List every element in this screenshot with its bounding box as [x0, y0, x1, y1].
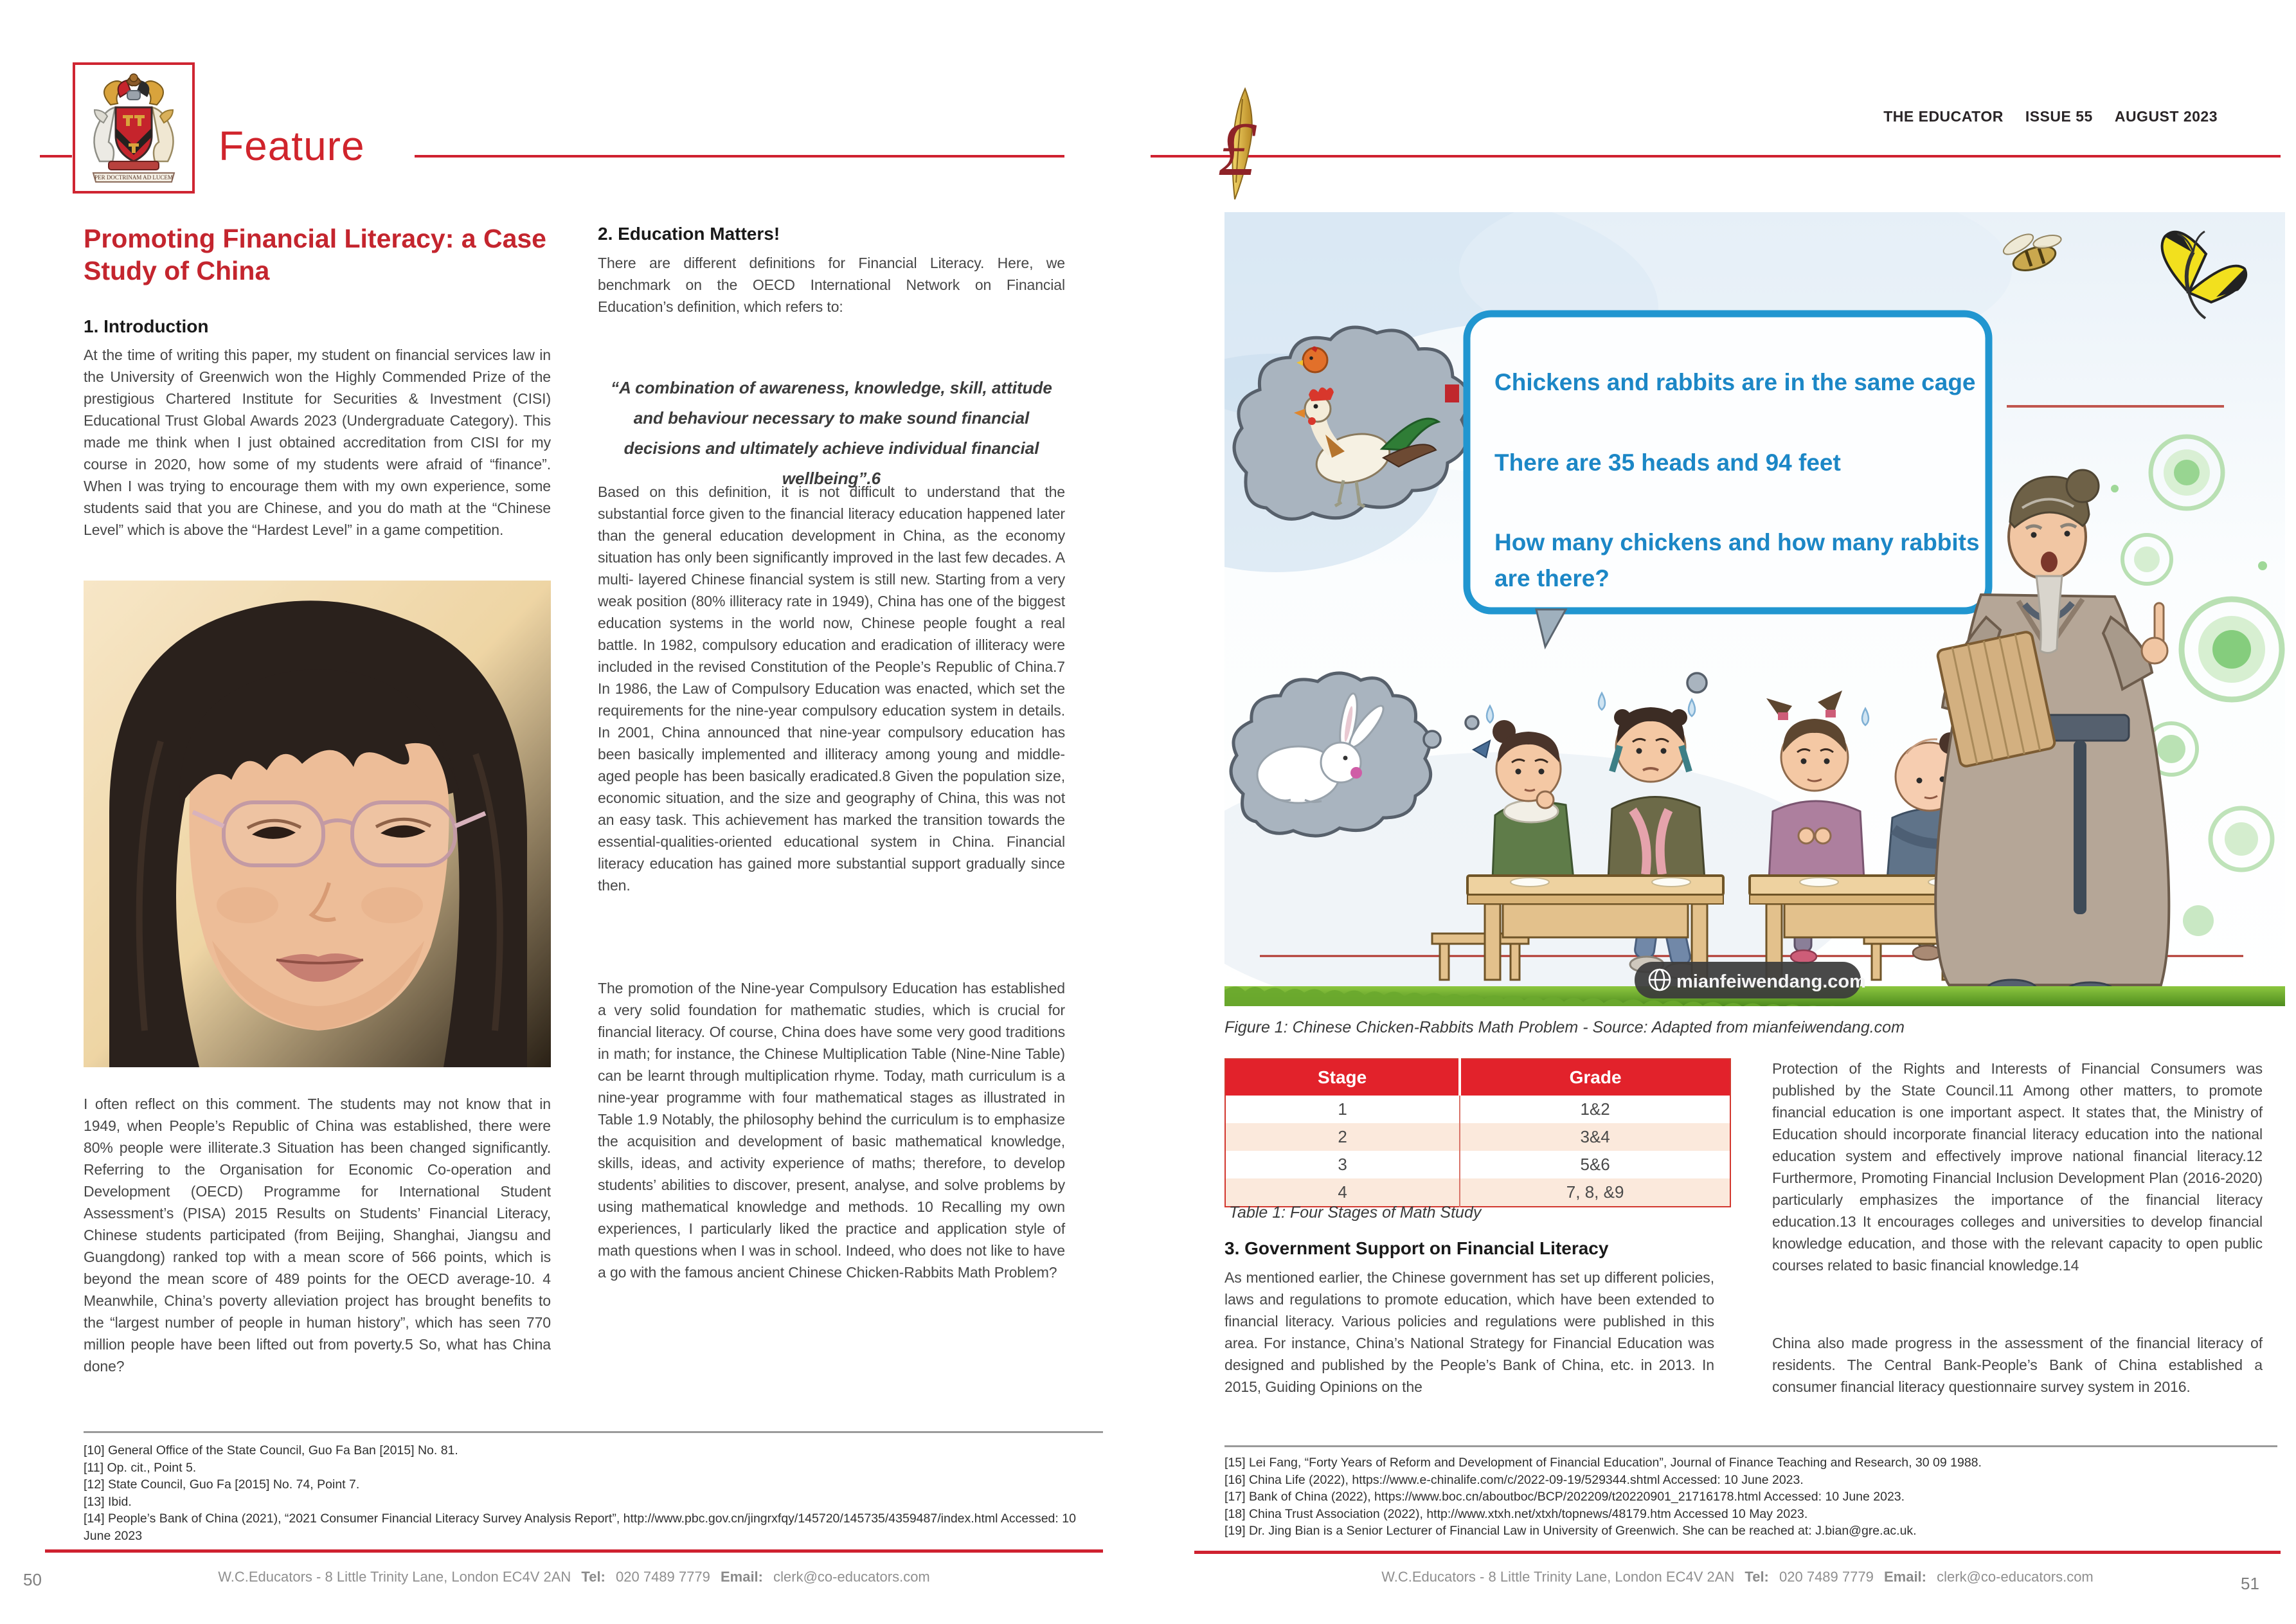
table-cell: 2 — [1225, 1123, 1460, 1151]
watermark-badge — [1635, 962, 1866, 998]
footnotes-right — [1224, 1454, 2274, 1540]
footnote-divider-right — [1224, 1445, 2277, 1447]
footer-tel-label: Tel: — [1744, 1569, 1769, 1585]
footnote-divider-left — [84, 1431, 1103, 1433]
speech-line-1: Chickens and rabbits are in the same cage — [1494, 369, 1976, 395]
issue-number: ISSUE 55 — [2025, 108, 2093, 125]
footer-email: clerk@co-educators.com — [1937, 1569, 2094, 1585]
issue-info — [1575, 108, 2218, 125]
footer-tel: 020 7489 7779 — [1779, 1569, 1874, 1585]
speech-line-2: There are 35 heads and 94 feet — [1494, 449, 1841, 476]
footer-email-label: Email: — [720, 1569, 763, 1585]
table-row — [1225, 1123, 1730, 1151]
footer-rule-left — [45, 1549, 1103, 1553]
table-header-stage: Stage — [1225, 1059, 1460, 1096]
svg-text:£: £ — [1218, 106, 1257, 192]
table-cell: 3 — [1225, 1151, 1460, 1178]
header-rule-left-a — [40, 155, 72, 158]
footer-tel-label: Tel: — [581, 1569, 605, 1585]
feature-label: Feature — [219, 123, 365, 169]
table-caption: Table 1: Four Stages of Math Study — [1229, 1204, 1482, 1222]
table-cell: 7, 8, &9 — [1566, 1182, 1624, 1202]
footer-org: W.C.Educators - 8 Little Trinity Lane, London EC4V 2AN — [218, 1569, 571, 1585]
footnote-item: [13] Ibid. — [84, 1494, 132, 1509]
footer-rule-right — [1194, 1551, 2281, 1554]
issue-date: AUGUST 2023 — [2114, 108, 2218, 125]
table-row — [1225, 1151, 1730, 1178]
publication-name: THE EDUCATOR — [1883, 108, 2004, 125]
table-row — [1225, 1096, 1730, 1123]
pound-quill-icon — [1217, 86, 1266, 202]
math-stages-table-wrap — [1224, 1058, 1731, 1207]
section3-heading: 3. Government Support on Financial Literacy — [1224, 1238, 1609, 1258]
chicken-rabbit-illustration — [1224, 212, 2285, 1006]
footer-left — [45, 1569, 1103, 1585]
coat-of-arms-icon — [75, 65, 192, 191]
footer-org: W.C.Educators - 8 Little Trinity Lane, London EC4V 2AN — [1381, 1569, 1735, 1585]
crest-motto: PER DOCTRINAM AD LUCEM — [94, 174, 173, 181]
footnotes-left — [84, 1442, 1099, 1544]
table-row — [1225, 1178, 1730, 1207]
footnote-item: [11] Op. cit., Point 5. — [84, 1460, 197, 1475]
connector-square — [1445, 384, 1459, 402]
footer-email: clerk@co-educators.com — [773, 1569, 930, 1585]
section2-heading: 2. Education Matters! — [598, 224, 780, 244]
section2-paragraph: Based on this definition, it is not difficult to understand that the substantial force given to the financial literacy education happened later than the general education development in China, as the economy situation has only been significantly improved in the last few decades. A multi- layered Chinese financial system is still new. Starting from a very weak position (80% illiteracy rate in 1949), China has one of the biggest education systems in the world now, Chinese people fought a real battle. In 1982, compulsory education and eradication of illiteracy were included in the revised Constitution of the People’s Republic of China.7 In 1986, the Law of Compulsory Education was enacted, which set the requirements for the nine-year compulsory education system in details. In 2001, China announced that nine-year compulsory education has been basically implemented and illiteracy among young and middle-aged people has been basically eradicated.8 Given the population size, economic situation, and the size and geography of China, this was not an easy task. This achievement has marked the transition towards the essential-qualities-oriented educational system in China. Financial literacy education has gained more substantial support gradually since then. — [598, 483, 1065, 894]
table-header-grade: Grade — [1460, 1059, 1730, 1096]
article-title: Promoting Financial Literacy: a Case Study of China — [84, 224, 546, 285]
footer-email-label: Email: — [1883, 1569, 1926, 1585]
page-number-right: 51 — [2241, 1574, 2259, 1593]
footnote-item: [15] Lei Fang, “Forty Years of Reform and Development of Financial Education”, Journal of Finance Teaching and Research, 30 09 1988. — [1224, 1456, 1982, 1470]
table-cell: 1&2 — [1580, 1099, 1610, 1119]
footer-right — [1194, 1569, 2281, 1585]
math-stages-table — [1224, 1058, 1731, 1207]
footnote-item: [19] Dr. Jing Bian is a Senior Lecturer of Financial Law in University of Greenwich. She can be reached at: J.bian@gre.ac.uk. — [1224, 1524, 1917, 1538]
crest-logo — [73, 62, 195, 194]
footnote-item: [18] China Trust Association (2022), http://www.xtxh.net/xtxh/topnews/48179.htm Accessed 10 May 2023. — [1224, 1506, 1808, 1521]
portrait-photo-icon — [84, 581, 551, 1067]
section2-intro-paragraph: There are different definitions for Financial Literacy. Here, we benchmark on the OECD International Network on Financial Education’s definition, which refers to: — [598, 255, 1065, 315]
table-cell: 5&6 — [1580, 1155, 1610, 1174]
reflect-paragraph: I often reflect on this comment. The students may not know that in 1949, when People’s Republic of China was established, there were 80% people were illiterate.3 Situation has been changed significantly. Referring to the Organisation for Economic Co-operation and Development (OECD) Programme for International Student Assessment’s (PISA) 2015 Results on Students’ Financial Literacy, Chinese students participated (from Beijing, Shanghai, Jiangsu and Guangdong) ranked top with a mean score of 566 points, which is beyond the mean score of 489 points for the OECD average-10. 4 Meanwhile, China’s poverty alleviation project has brought benefits to the “largest number of people in human history”, which has seen 770 million people have been lifted out from poverty.5 So, what has China done? — [84, 1096, 551, 1375]
section1-paragraph: At the time of writing this paper, my student on financial services law in the University of Greenwich won the Highly Commended Prize of the prestigious Chartered Institute for Securities & Investment (CISI) Educational Trust Global Awards 2023 (Undergraduate Category). This made me think when I just obtained accreditation from CISI for my course in 2020, how some of my students were afraid of “finance”. When I was trying to encourage them with my own experience, some students said that you are Chinese, and you do math at the “Chinese Level” which is above the “Hardest Level” in a game competition. — [84, 347, 551, 538]
section1-heading: 1. Introduction — [84, 316, 209, 336]
pound-quill-logo — [1217, 86, 1266, 202]
speech-line-3: How many chickens and how many rabbits — [1494, 529, 1980, 555]
header-rule-right — [1151, 155, 2281, 158]
speech-box — [1467, 314, 1989, 647]
definition-quote: “A combination of awareness, knowledge, skill, attitude and behaviour necessary to make sound financial decisions and ultimately achieve individual financial wellbeing”.6 — [611, 378, 1052, 488]
article-photo — [84, 581, 551, 1067]
table-cell: 1 — [1225, 1096, 1460, 1123]
footnote-item: [16] China Life (2022), https://www.e-chinalife.com/c/2022-09-19/529344.shtml Accessed: 10 June 2023. — [1224, 1472, 1804, 1487]
page-number-left: 50 — [23, 1570, 42, 1589]
watermark-text: mianfeiwendang.com — [1676, 971, 1866, 992]
speech-line-4: are there? — [1494, 565, 1610, 591]
figure-caption: Figure 1: Chinese Chicken-Rabbits Math Problem - Source: Adapted from mianfeiwendang.com — [1224, 1018, 1905, 1036]
footnote-item: [12] State Council, Guo Fa [2015] No. 74, Point 7. — [84, 1477, 360, 1492]
section2-paragraph-2: The promotion of the Nine-year Compulsory Education has established a very solid foundation for mathematic studies, which is crucial for financial literacy. Of course, China does have some very good traditions in math; for instance, the Chinese Multiplication Table (Nine-Nine Table) can be learnt through multiplication rhyme. Today, math curriculum is a nine-year programme with four mathematical stages as illustrated in Table 1.9 Notably, the philosophy behind the curriculum is to emphasize the acquisition and development of basic mathematical knowledge, skills, ideas, and activity experience of maths; therefore, to develop students’ abilities to discover, present, analyse, and solve problems by using mathematical knowledge and methods. 10 Recalling my own experiences, I particularly liked the practice and application style of math questions when I was in school. Indeed, who does not like to have a go with the famous ancient Chinese Chicken-Rabbits Math Problem? — [598, 980, 1065, 1281]
table-cell: 4 — [1225, 1178, 1460, 1207]
col2-paragraph-2: China also made progress in the assessment of the financial literacy of residents. The Central Bank-People’s Bank of China established a consumer financial literacy questionnaire survey system in 2016. — [1772, 1335, 2263, 1395]
footnote-item: [10] General Office of the State Council, Guo Fa Ban [2015] No. 81. — [84, 1443, 458, 1457]
table-cell: 3&4 — [1580, 1127, 1610, 1146]
footnote-item: [17] Bank of China (2022), https://www.boc.cn/aboutboc/BCP/202209/t20220901_21716178.html Accessed: 10 June 2023. — [1224, 1490, 1905, 1504]
section3-paragraph: As mentioned earlier, the Chinese government has set up different policies, laws and regulations to promote education, which have been extended to financial literacy. Various policies and regulations were published in this area. For instance, China’s National Strategy for Financial Education was designed and published by the People’s Bank of China, etc. in 2013. In 2015, Guiding Opinions on the — [1224, 1269, 1714, 1395]
figure-illustration — [1224, 212, 2285, 1006]
col2-paragraph-1: Protection of the Rights and Interests of Financial Consumers was published by the State Council.11 Among other matters, to promote financial education is one important aspect. It states that, the Ministry of Education should incorporate financial literacy education into the national education system and effectively improve national financial literacy.12 Furthermore, Promoting Financial Inclusion Development Plan (2016-2020) particularly emphasizes the importance of the financial literacy education.13 It encourages colleges and universities to develop financial knowledge education, and those with the relevant capacity to open public courses related to basic financial knowledge.14 — [1772, 1060, 2263, 1274]
footer-tel: 020 7489 7779 — [616, 1569, 710, 1585]
header-rule-left-b — [415, 155, 1064, 158]
footnote-item: [14] People’s Bank of China (2021), “2021 Consumer Financial Literacy Survey Analysis Report”, http://www.pbc.gov.cn/jingrxfqy/145720/145735/4359487/index.html Accessed: 10 June 2023 — [84, 1511, 1076, 1543]
